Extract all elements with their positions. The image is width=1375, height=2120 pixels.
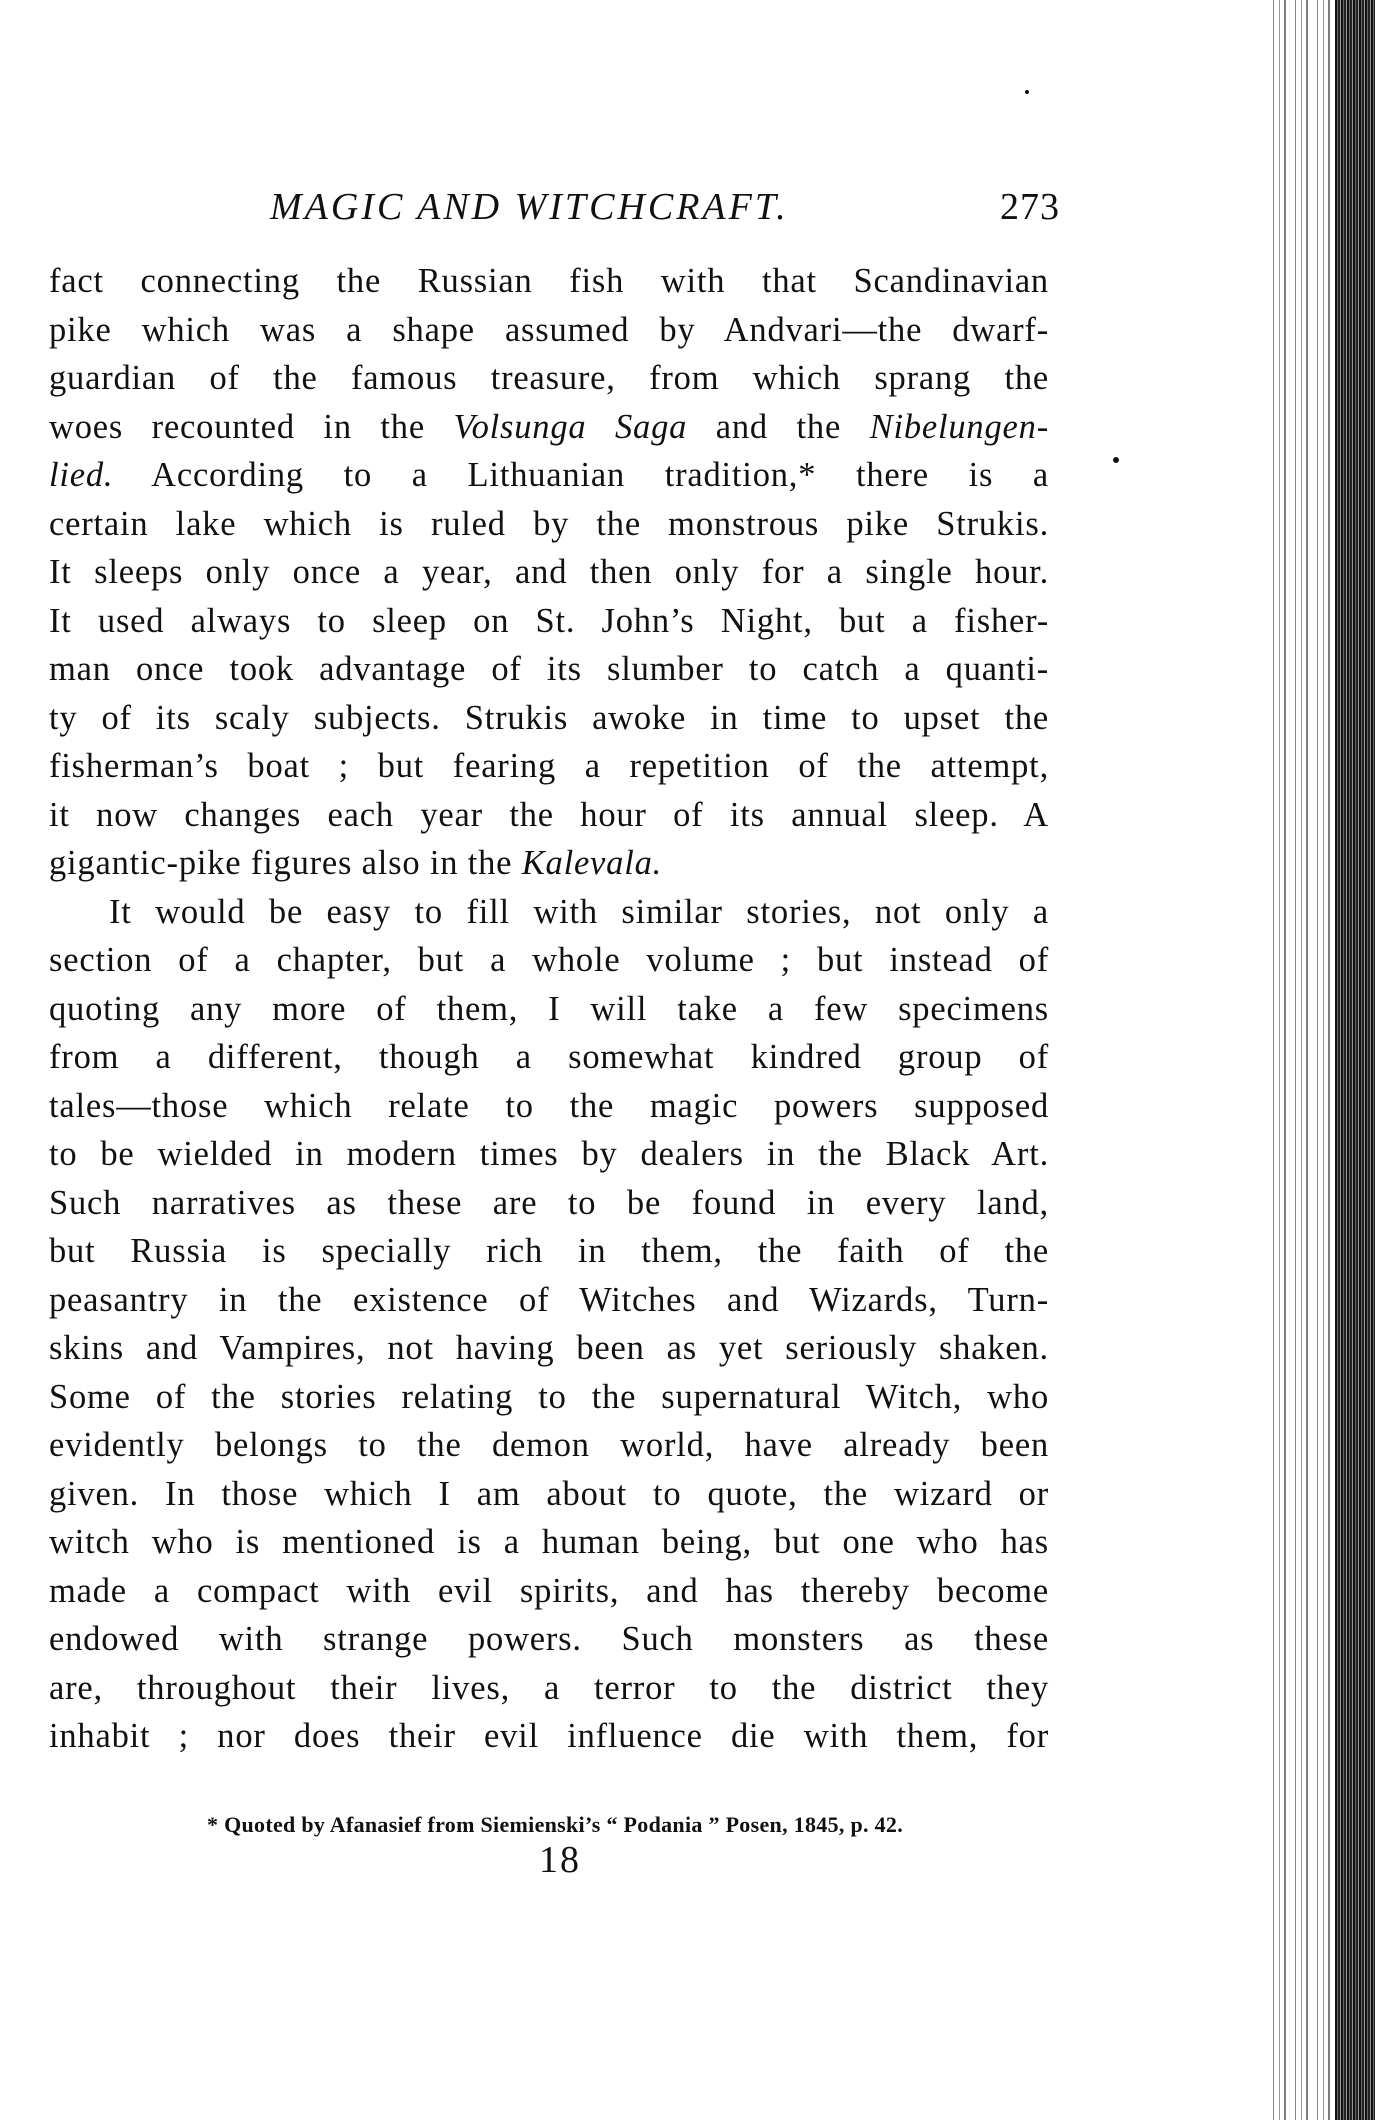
text-line: guardian of the famous treasure, from which sprang the [49, 359, 1049, 397]
page-number: 273 [1000, 186, 1060, 228]
text-line: from a different, though a somewhat kindred group of [49, 1038, 1049, 1076]
text-line: it now changes each year the hour of its annual sleep. A [49, 795, 1049, 834]
ink-speck [1025, 90, 1029, 94]
text-line: woes recounted in the Volsunga Saga and the Nibelungen- [49, 407, 1049, 446]
text-line: peasantry in the existence of Witches and Wizards, Turn- [49, 1280, 1049, 1319]
text-line: are, throughout their lives, a terror to the district they [49, 1668, 1049, 1707]
binding-edge [1335, 0, 1375, 2120]
text-line: It sleeps only once a year, and then only for a single hour. [49, 553, 1049, 591]
title-volsunga-saga: Volsunga Saga [453, 407, 688, 446]
text-line: tales—those which relate to the magic powers supposed [49, 1086, 1049, 1125]
signature-mark: 18 [539, 1839, 581, 1881]
text-line: ty of its scaly subjects. Strukis awoke in time to upset the [49, 698, 1049, 737]
text-line: section of a chapter, but a whole volume ; but instead of [49, 941, 1049, 979]
text-line: Some of the stories relating to the supernatural Witch, who [49, 1377, 1049, 1416]
text-line: but Russia is specially rich in them, the faith of the [49, 1232, 1049, 1270]
text-line: gigantic-pike figures also in the Kalevala. [49, 844, 663, 882]
text-line: to be wielded in modern times by dealers in the Black Art. [49, 1135, 1049, 1173]
title-kalevala: Kalevala. [521, 844, 663, 882]
text-line: quoting any more of them, I will take a few specimens [49, 989, 1049, 1028]
text-line: man once took advantage of its slumber to catch a quanti- [49, 650, 1049, 688]
ink-speck [1113, 457, 1119, 463]
text-line: pike which was a shape assumed by Andvari—the dwarf- [49, 310, 1049, 349]
text-line: inhabit ; nor does their evil influence die with them, for [49, 1717, 1049, 1755]
page-header [270, 185, 1060, 235]
text-line: evidently belongs to the demon world, have already been [49, 1426, 1049, 1464]
title-nibelungenlied: Nibelungen- [869, 407, 1049, 446]
body-text [49, 257, 1049, 1761]
text-line: lied. According to a Lithuanian tradition,* there is a [49, 456, 1049, 494]
text-line: endowed with strange powers. Such monsters as these [49, 1620, 1049, 1658]
footnote: * Quoted by Afanasief from Siemienski’s “ Podania ” Posen, 1845, p. 42. [206, 1812, 904, 1837]
text-line: It used always to sleep on St. John’s Night, but a fisher- [49, 601, 1049, 640]
text-line: made a compact with evil spirits, and has thereby become [49, 1571, 1049, 1610]
text-line: skins and Vampires, not having been as yet seriously shaken. [49, 1329, 1049, 1367]
text-line: Such narratives as these are to be found in every land, [49, 1183, 1049, 1222]
running-head: MAGIC AND WITCHCRAFT. [270, 186, 789, 228]
text-line: fact connecting the Russian fish with that Scandinavian [49, 262, 1049, 300]
text-line: It would be easy to fill with similar stories, not only a [109, 892, 1049, 931]
text-line: fisherman’s boat ; but fearing a repetition of the attempt, [49, 747, 1049, 785]
text-line: certain lake which is ruled by the monstrous pike Strukis. [49, 504, 1049, 543]
text-line: witch who is mentioned is a human being, but one who has [49, 1523, 1049, 1561]
text-line: given. In those which I am about to quote, the wizard or [49, 1474, 1049, 1513]
